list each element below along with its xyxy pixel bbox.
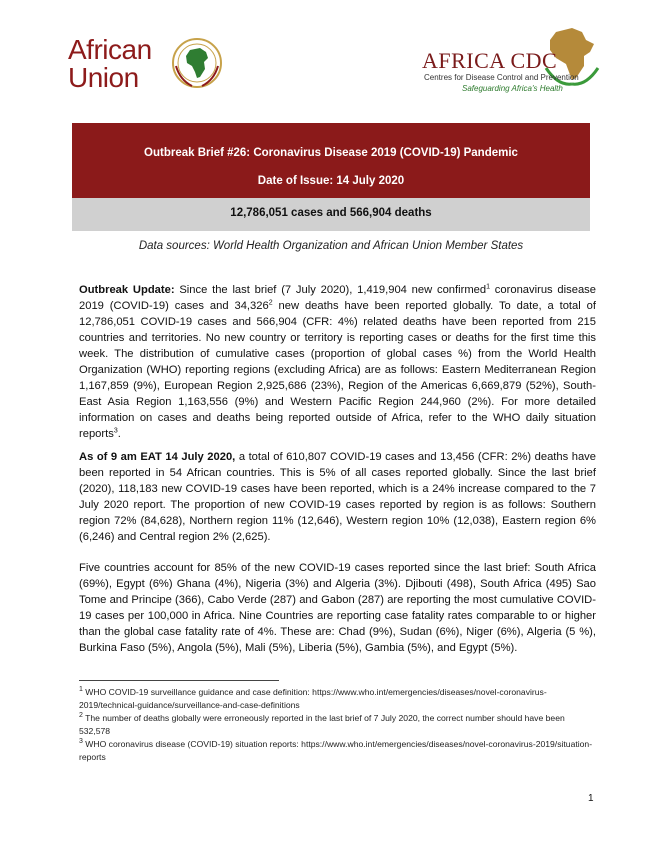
african-union-logo (62, 30, 222, 100)
country-summary-paragraph: Five countries account for 85% of the new COVID-19 cases reported since the last brief: South Africa (69%), Egypt (6%) Ghana (4%), Nigeria (3%) and Algeria (3%). Djibouti (498), South Africa (495) Sao Tome and Principe (366), Cabo Verde (287) and Gabon (287) are reporting the most cumulative COVID-19 cases per 100,000 in Africa. Nine Countries are reporting case fatality rates comparable to or higher than the global case fatality rate of 4%. These are: Chad (9%), Sudan (6%), Niger (6%), Algeria (5 %), Burkina Faso (5%), Angola (5%), Mali (5%), Liberia (5%), Gambia (5%), and Egypt (5%). (79, 562, 596, 654)
page-number: 1 (588, 793, 594, 804)
p1-footnote-3: 3 (113, 427, 118, 435)
footnote-1 (79, 686, 596, 711)
data-sources: Data sources: World Health Organization and African Union Member States (138, 240, 524, 252)
cdc-title: AFRICA CDC (422, 48, 558, 73)
fn1-mark: 1 (79, 686, 83, 694)
p1-footnote-1: 1 (486, 283, 491, 291)
africa-status-paragraph (79, 449, 596, 545)
p1-footnote-2: 2 (268, 299, 273, 307)
fn2-text: The number of deaths globally were erroneously reported in the last brief of 7 July 2020, the correct number should have been 532,578 (79, 713, 565, 736)
au-line-2: Union (68, 62, 139, 93)
footnote-divider (79, 680, 279, 681)
african-union-wordmark (68, 36, 152, 92)
brief-title: Outbreak Brief #26: Coronavirus Disease 2019 (COVID-19) Pandemic (144, 147, 518, 159)
p2-lead: As of 9 am EAT 14 July 2020, (79, 451, 236, 463)
fn3-mark: 3 (79, 738, 83, 746)
p1-text-a: Since the last brief (7 July 2020), 1,419,904 new confirmed (174, 284, 487, 296)
fn3-text: WHO coronavirus disease (COVID-19) situation reports: https://www.who.int/emergencies/diseases/novel-coronavirus-2019/situation-reports (79, 739, 593, 762)
p1-text-b: coronavirus disease 2019 (COVID-19) cases and 34,326 (79, 284, 596, 312)
cases-deaths-summary: 12,786,051 cases and 566,904 deaths (230, 207, 432, 219)
footnote-2 (79, 712, 596, 737)
p1-lead: Outbreak Update: (79, 284, 175, 296)
p1-end: . (117, 428, 121, 440)
au-emblem-icon (170, 36, 224, 90)
title-banner (72, 123, 590, 198)
au-line-1: African (68, 34, 152, 65)
fn1-text: WHO COVID-19 surveillance guidance and case definition: https://www.who.int/emergencies/diseases/novel-coronavirus-2019/technical-guidance/surveillance-and-case-definitions (79, 687, 547, 710)
p2-text: a total of 610,807 COVID-19 cases and 13,456 (CFR: 2%) deaths have been reported in 54 African countries. This is 5% of all cases reported globally. Since the last brief (2020), 118,183 new COVID-19 cases have been reported, which is a 24% increase compared to the 7 July 2020 report. The proportion of new COVID-19 cases reported by region is as follows: Southern region 72% (84,628), Northern region 11% (12,646), Western region 10% (12,038), Eastern region 6% (6,246) and Central region 2% (2,625). (79, 451, 596, 543)
issue-date: Date of Issue: 14 July 2020 (257, 175, 405, 187)
fn2-mark: 2 (79, 712, 83, 720)
p1-text-c: new deaths have been reported globally. To date, a total of 12,786,051 COVID-19 cases and 566,904 (CFR: 4%) related deaths have been reported from 215 countries and territories. No new country or territory is reporting cases or deaths for the first time this week. The distribution of cumulative cases (proportion of global cases %) from the World Health Organization (WHO) reporting regions (excluding Africa) are as follows: Eastern Mediterranean Region 1,167,859 (9%), European Region 2,925,686 (23%), Region of the Americas 6,669,879 (52%), South-East Asia Region 1,163,556 (9%) and Western Pacific Region 244,960 (2%). For more detailed information on cases and deaths being reported outside of Africa, refer to the WHO daily situation reports (79, 300, 596, 440)
footnote-3 (79, 738, 596, 763)
cdc-subtitle: Centres for Disease Control and Prevention (424, 73, 579, 82)
outbreak-update-paragraph (79, 282, 596, 442)
cdc-tagline: Safeguarding Africa's Health (462, 84, 563, 93)
summary-banner (72, 198, 590, 231)
africa-cdc-logo (418, 24, 604, 98)
